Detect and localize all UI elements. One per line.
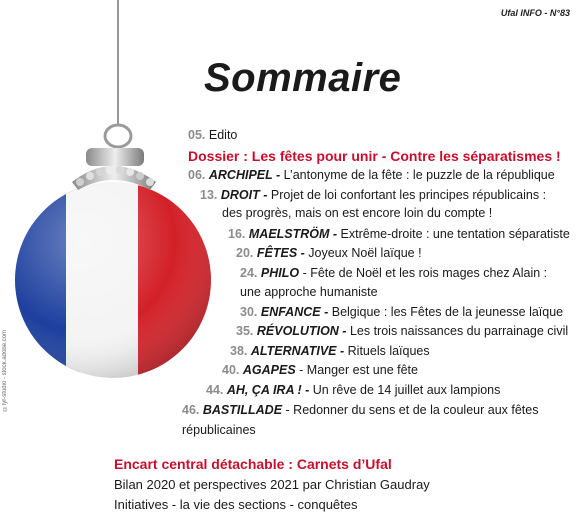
toc-description: Joyeux Noël laïque ! [308,246,422,260]
toc-description: - Redonner du sens et de la couleur aux fêtes [285,403,539,417]
toc-description: une approche humaniste [240,285,378,299]
toc-keyword: AGAPES [242,363,296,377]
christmas-ornament-illustration [0,0,230,470]
toc-item [230,344,430,359]
toc-keyword: FÊTES - [256,246,305,260]
toc-keyword: MAELSTRÖM - [248,227,338,241]
toc-item-continuation [240,285,378,300]
page-title: Sommaire [204,56,402,100]
toc-item [236,324,568,339]
toc-item [236,246,422,261]
ornament-ball [10,175,218,385]
toc-item-continuation [222,206,492,221]
toc-page-number: 44. [206,383,224,397]
toc-keyword: ENFANCE - [260,305,329,319]
toc-item [240,266,547,281]
toc-description: Edito [208,128,238,142]
toc-item [222,363,418,378]
dossier-title: Dossier : Les fêtes pour unir - Contre les séparatismes ! [188,148,561,164]
toc-edito [188,128,237,143]
toc-description: - Manger est une fête [299,363,418,377]
toc-item [206,383,500,398]
toc-description: Un rêve de 14 juillet aux lampions [312,383,501,397]
toc-keyword: BASTILLADE [202,403,283,417]
toc-description: des progrès, mais on est encore loin du compte ! [222,206,493,220]
encart-line: Initiatives - la vie des sections - conquêtes [114,497,358,512]
toc-page-number: 46. [182,403,200,417]
toc-page-number: 06. [188,168,206,182]
toc-page-number: 05. [188,128,206,142]
toc-description: - Fête de Noël et les rois mages chez Alain : [302,266,548,280]
toc-item [200,188,546,203]
toc-description: républicaines [182,423,256,437]
toc-keyword: DROIT - [220,188,268,202]
ornament-loop [105,125,131,147]
toc-page-number: 38. [230,344,248,358]
toc-description: Les trois naissances du parrainage civil [349,324,569,338]
toc-item [182,403,538,418]
toc-description: Rituels laïques [347,344,430,358]
toc-item [188,168,555,183]
toc-page-number: 40. [222,363,240,377]
toc-page-number: 16. [228,227,246,241]
encart-line: Bilan 2020 et perspectives 2021 par Christian Gaudray [114,477,430,492]
photo-credit: ©lyr-studio - stock.adobe.com [2,330,8,412]
toc-page-number: 35. [236,324,254,338]
toc-item-continuation [182,423,256,438]
toc-page-number: 30. [240,305,258,319]
encart-title: Encart central détachable : Carnets d’Ufal [114,456,392,472]
toc-item [228,227,570,242]
toc-keyword: AH, ÇA IRA ! - [226,383,310,397]
toc-keyword: RÉVOLUTION - [256,324,347,338]
toc-description: Projet de loi confortant les principes républicains : [270,188,547,202]
toc-description: Belgique : les Fêtes de la jeunesse laïque [331,305,564,319]
toc-description: L’antonyme de la fête : le puzzle de la république [283,168,555,182]
toc-keyword: ARCHIPEL - [208,168,281,182]
toc-page-number: 13. [200,188,218,202]
toc-item [240,305,563,320]
toc-keyword: ALTERNATIVE - [250,344,345,358]
issue-reference: Ufal INFO - N°83 [500,8,570,18]
toc-keyword: PHILO [260,266,300,280]
toc-page-number: 24. [240,266,258,280]
toc-page-number: 20. [236,246,254,260]
toc-description: Extrême-droite : une tentation séparatiste [340,227,570,241]
